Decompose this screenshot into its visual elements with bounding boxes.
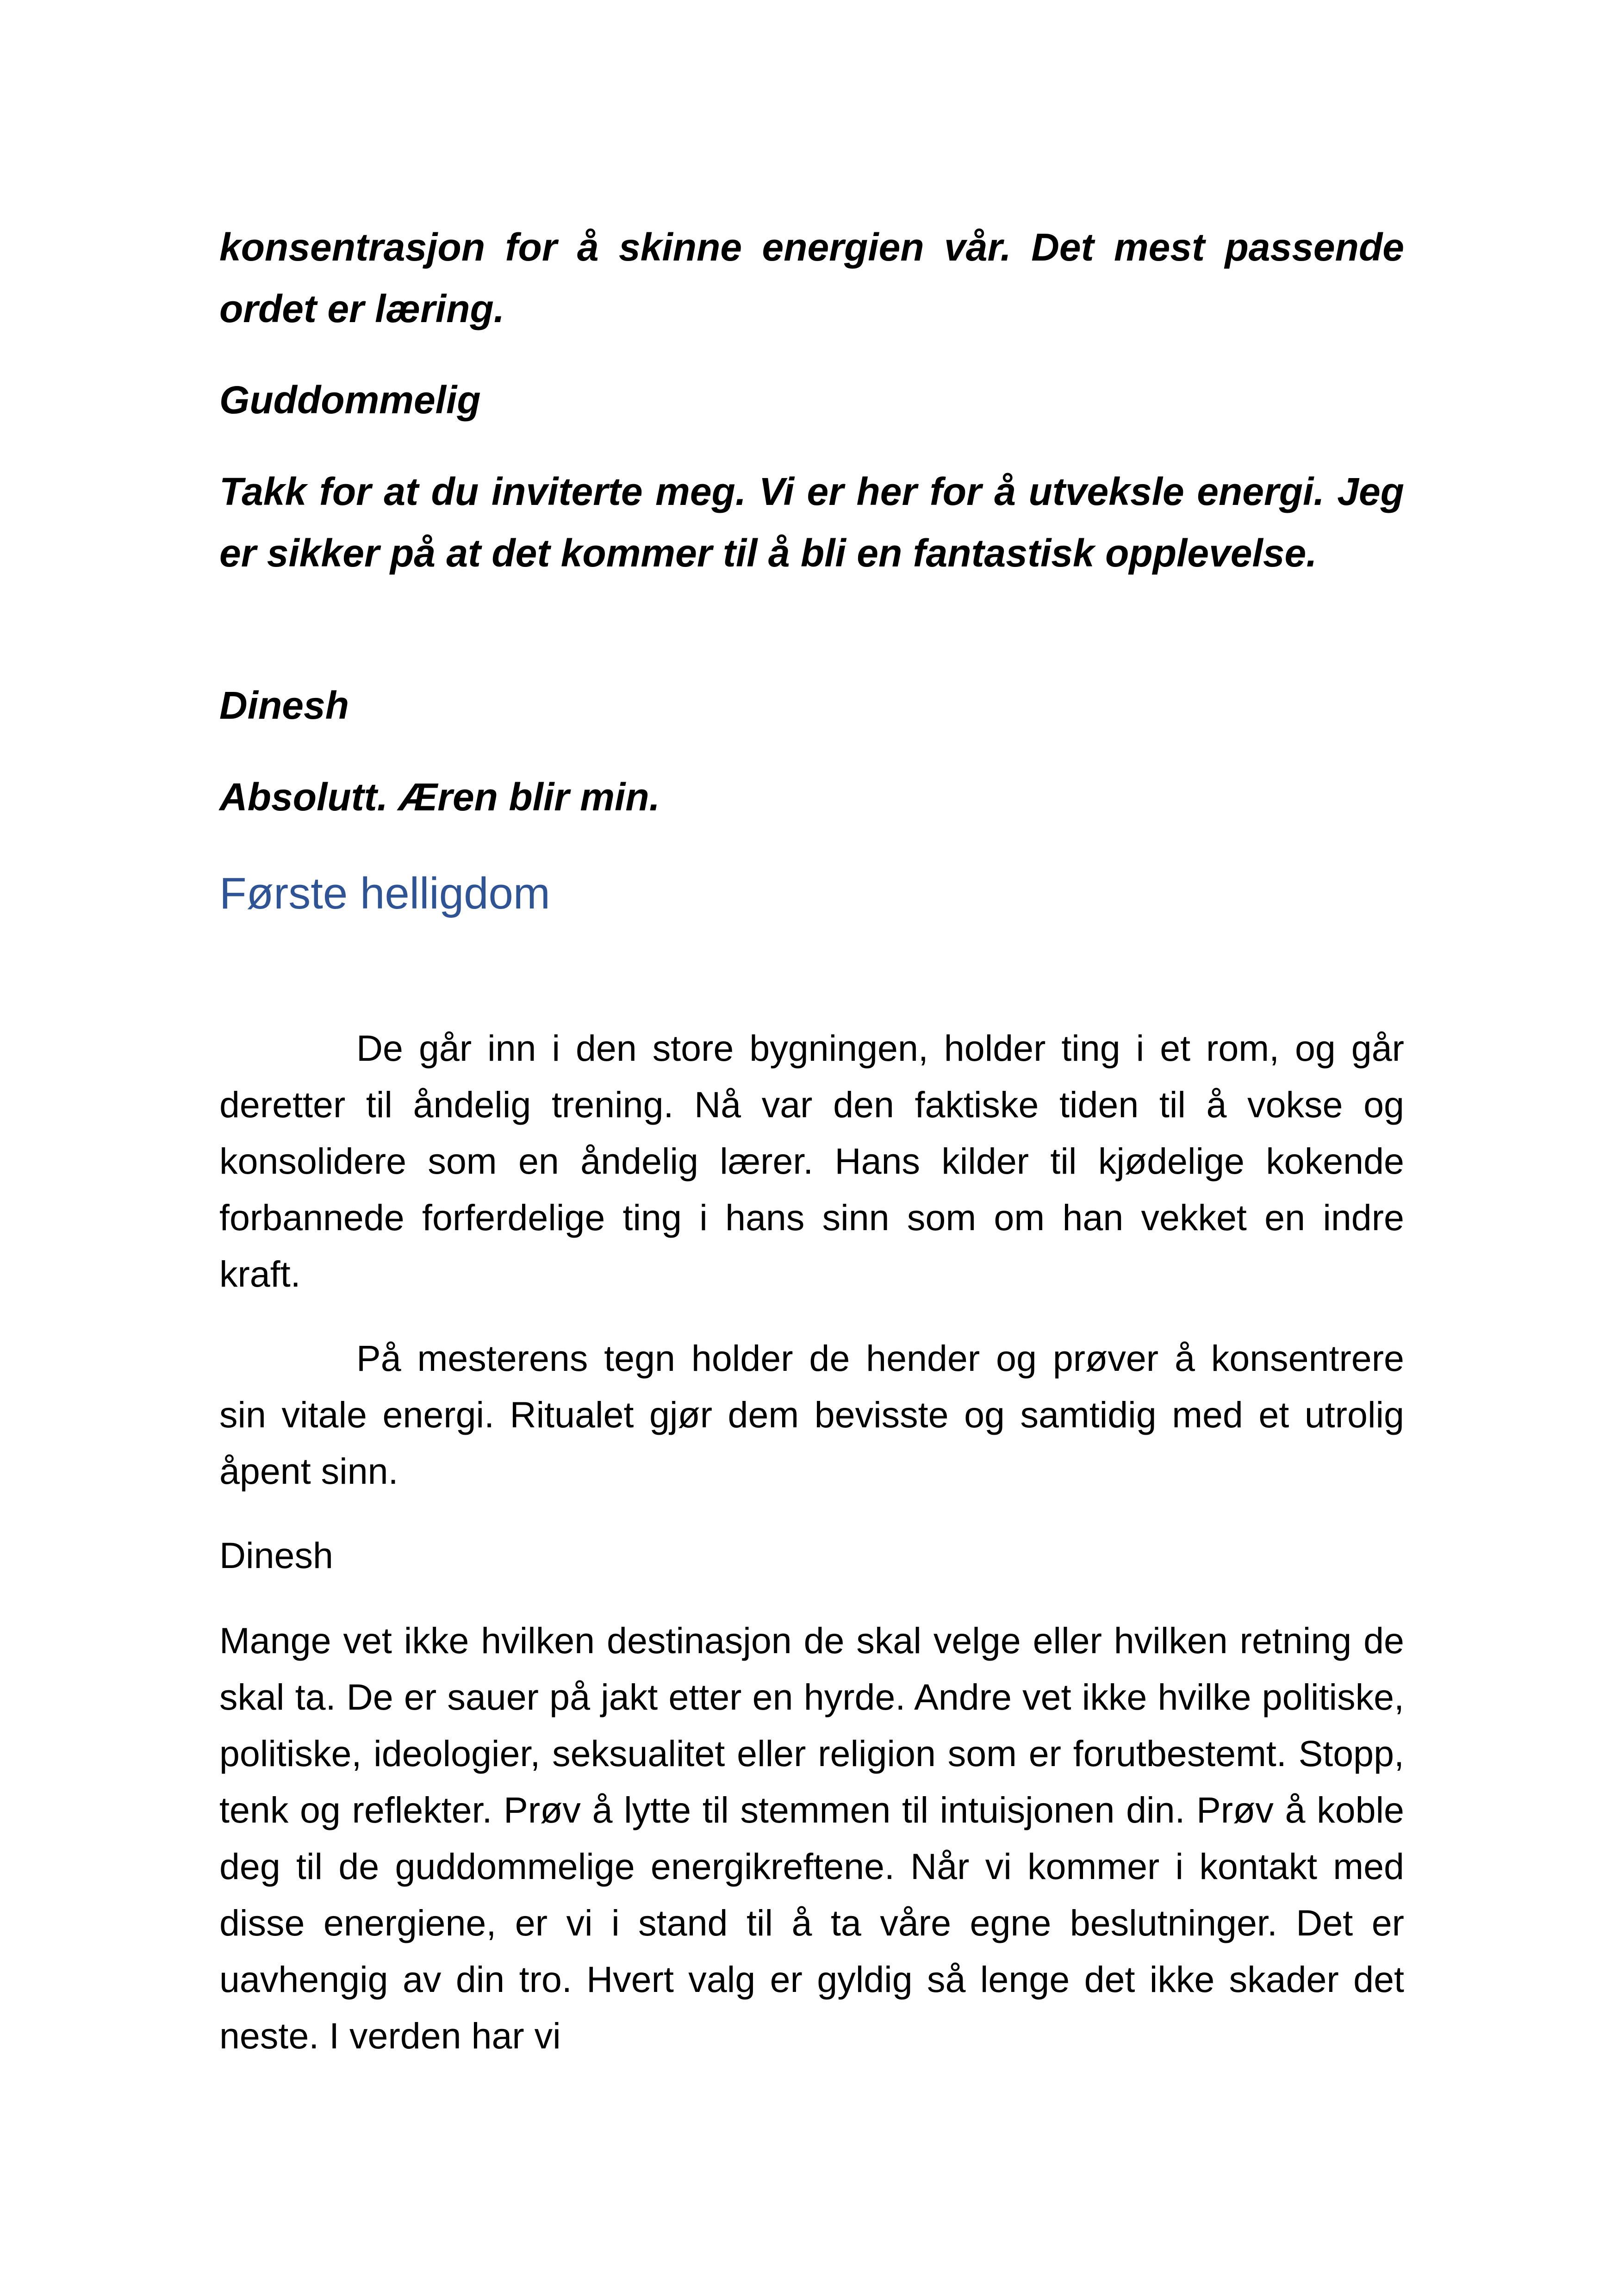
dialogue-paragraph bbox=[219, 461, 1404, 584]
speaker-name bbox=[219, 675, 1404, 736]
document-page bbox=[219, 0, 1404, 2296]
speaker-dinesh-2: Dinesh bbox=[219, 1535, 333, 1576]
speaker-name bbox=[219, 1527, 1404, 1584]
dialogue-paragraph bbox=[219, 766, 1404, 828]
speaker-name bbox=[219, 369, 1404, 431]
paragraph-6: Mange vet ikke hvilken destinasjon de skal velge eller hvilken retning de skal ta. De er sauer på jakt etter en hyrde. Andre vet ikke hvilke politiske, politiske, ideologier, seksualitet eller religion som er forutbestemt. Stopp, tenk og reflekter. Prøv å lytte til stemmen til intuisjonen din. Prøv å koble deg til de guddommelige energikreftene. Når vi kommer i kontakt med disse energiene, er vi i stand til å ta våre egne beslutninger. Det er uavhengig av din tro. Hvert valg er gyldig så lenge det ikke skader det neste. I verden har vi bbox=[219, 1620, 1404, 2056]
paragraph-4: De går inn i den store bygningen, holder ting i et rom, og går deretter til åndelig trening. Nå var den faktiske tiden til å vokse og konsolidere som en åndelig lærer. Hans kilder til kjødelige kokende forbannede forferdelige ting i hans sinn som om han vekket en indre kraft. bbox=[219, 1027, 1404, 1294]
narrative-paragraph bbox=[219, 1612, 1404, 2064]
paragraph-2: Takk for at du inviterte meg. Vi er her for å utveksle energi. Jeg er sikker på at det kommer til å bli en fantastisk opplevelse. bbox=[219, 470, 1404, 575]
section-heading: Første helligdom bbox=[219, 869, 550, 918]
speaker-dinesh: Dinesh bbox=[219, 684, 349, 727]
paragraph-1: konsentrasjon for å skinne energien vår. Det mest passende ordet er læring. bbox=[219, 225, 1404, 330]
speaker-guddommelig: Guddommelig bbox=[219, 378, 481, 422]
paragraph-3: Absolutt. Æren blir min. bbox=[219, 775, 660, 819]
narrative-paragraph bbox=[219, 1330, 1404, 1500]
dialogue-paragraph bbox=[219, 217, 1404, 340]
paragraph-5: På mesterens tegn holder de hender og prøver å konsentrere sin vitale energi. Ritualet gjør dem bevisste og samtidig med et utrolig åpent sinn. bbox=[219, 1338, 1404, 1492]
narrative-paragraph bbox=[219, 1020, 1404, 1302]
